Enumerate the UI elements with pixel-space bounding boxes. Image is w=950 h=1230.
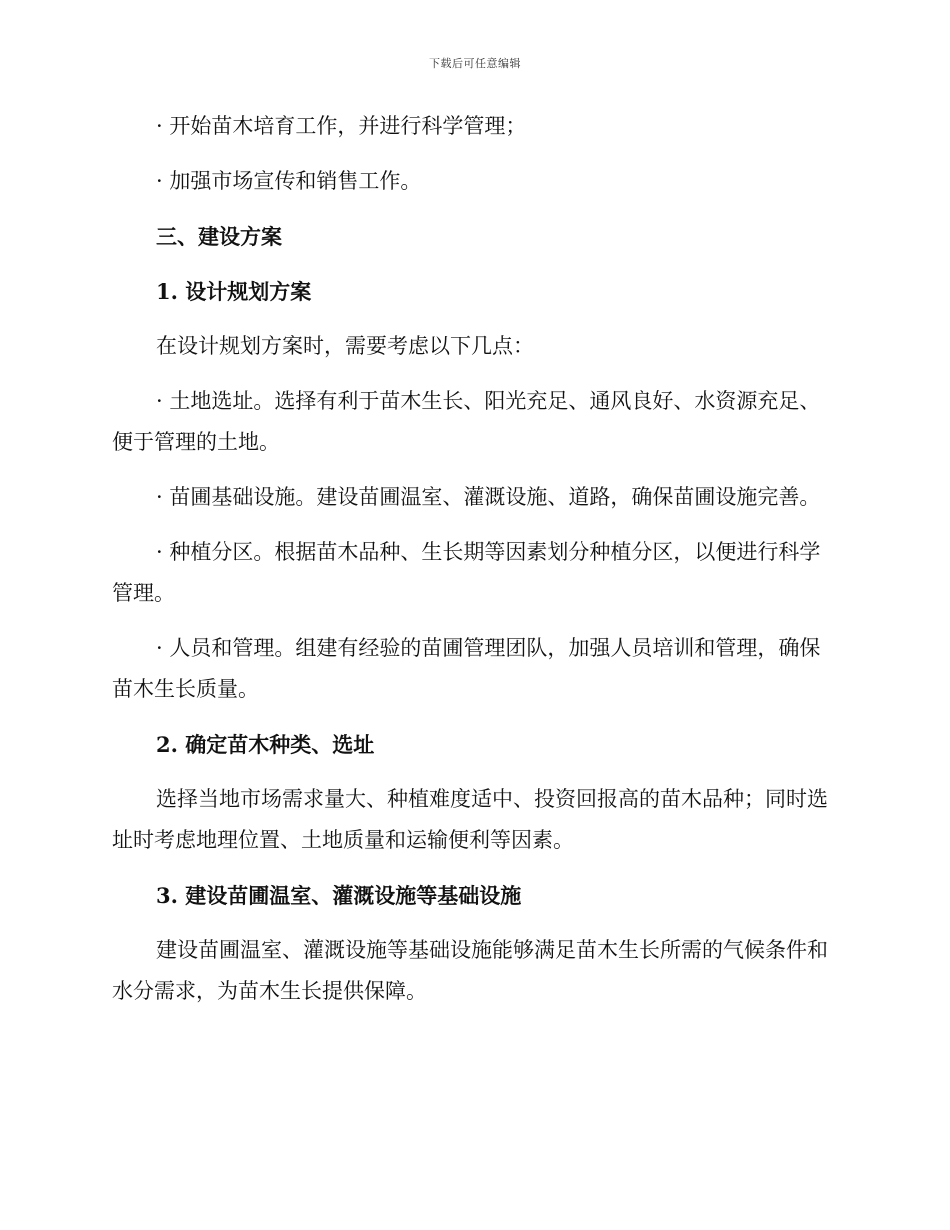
subheading-2: 2. 确定苗木种类、选址 xyxy=(156,732,375,757)
paragraph-greenhouse: 建设苗圃温室、灌溉设施等基础设施能够满足苗木生长所需的气候条件和水分需求，为苗木生长提供保障。 xyxy=(112,938,828,1003)
document-body xyxy=(112,106,832,1026)
bullet-zoning: · 种植分区。根据苗木品种、生长期等因素划分种植分区，以便进行科学管理。 xyxy=(112,540,821,605)
bullet-start-cultivation: · 开始苗木培育工作，并进行科学管理； xyxy=(156,114,527,138)
section-heading-3: 三、建设方案 xyxy=(156,224,282,249)
bullet-staff: · 人员和管理。组建有经验的苗圃管理团队，加强人员培训和管理，确保苗木生长质量。 xyxy=(112,636,821,701)
page-header: 下载后可任意编辑 xyxy=(429,57,521,70)
paragraph-species: 选择当地市场需求量大、种植难度适中、投资回报高的苗木品种；同时选址时考虑地理位置、土地质量和运输便利等因素。 xyxy=(112,787,828,852)
paragraph-intro: 在设计规划方案时，需要考虑以下几点： xyxy=(156,334,534,358)
subheading-3: 3. 建设苗圃温室、灌溉设施等基础设施 xyxy=(156,883,522,908)
bullet-infrastructure: · 苗圃基础设施。建设苗圃温室、灌溉设施、道路，确保苗圃设施完善。 xyxy=(156,485,821,509)
bullet-land-selection: · 土地选址。选择有利于苗木生长、阳光充足、通风良好、水资源充足、便于管理的土地。 xyxy=(112,389,821,454)
bullet-marketing: · 加强市场宣传和销售工作。 xyxy=(156,169,422,193)
subheading-1: 1. 设计规划方案 xyxy=(156,279,312,304)
